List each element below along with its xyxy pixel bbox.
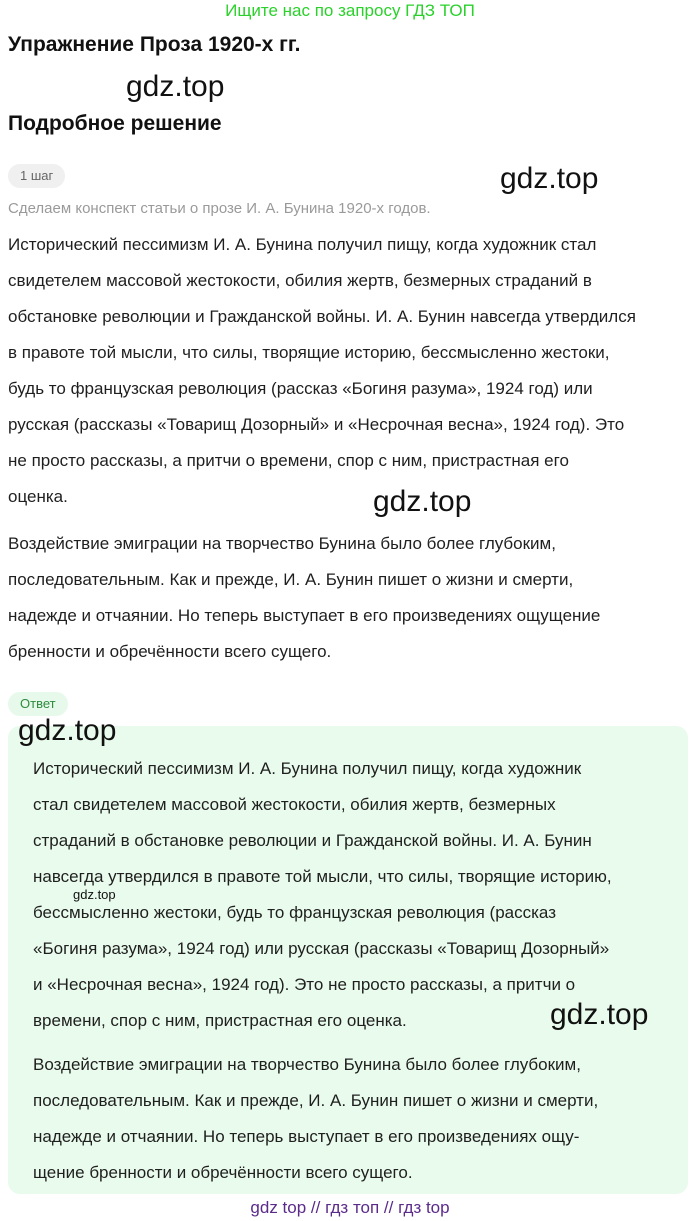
answer-badge: Ответ [8,692,68,716]
text-line: навсегда утвердился в правоте той мысли, что силы, творящие историю, [33,867,612,886]
text-line: страданий в обстановке революции и Гражданской войны. И. А. Бунин [33,831,592,850]
watermark: gdz.top [18,714,117,747]
watermark: gdz.top [73,887,116,902]
text-line: надежде и отчаянии. Но теперь выступает в его произведениях ощу- [33,1127,580,1146]
solution-paragraph-1 [8,227,692,515]
text-line: будь то французская революция (рассказ «Богиня разума», 1924 год) или [8,379,593,398]
text-line: стал свидетелем массовой жестокости, обилия жертв, безмерных [33,795,556,814]
text-line: бренности и обречённости всего сущего. [8,642,332,661]
text-line: Исторический пессимизм И. А. Бунина получил пищу, когда художник [33,759,582,778]
watermark: gdz.top [550,998,649,1031]
text-line: свидетелем массовой жестокости, обилия жертв, безмерных страданий в [8,271,592,290]
answer-paragraph-2 [33,1047,673,1191]
text-line: времени, спор с ним, пристрастная его оценка. [33,1011,407,1030]
text-line: русская (рассказы «Товарищ Дозорный» и «Несрочная весна», 1924 год). Это [8,415,625,434]
text-line: Исторический пессимизм И. А. Бунина получил пищу, когда художник стал [8,235,597,254]
watermark: gdz.top [373,485,472,518]
text-line: последовательным. Как и прежде, И. А. Бунин пишет о жизни и смерти, [8,570,574,589]
page-title: Упражнение Проза 1920-х гг. [8,33,301,56]
text-line: последовательным. Как и прежде, И. А. Бунин пишет о жизни и смерти, [33,1091,599,1110]
section-heading: Подробное решение [8,112,222,135]
text-line: Воздействие эмиграции на творчество Бунина было более глубоким, [8,534,556,553]
solution-paragraph-2 [8,526,692,670]
step-intro: Сделаем конспект статьи о прозе И. А. Бунина 1920-х годов. [8,200,431,217]
step-badge: 1 шаг [8,164,65,188]
footer-links: gdz top // гдз топ // гдз top [250,1198,450,1217]
text-line: надежде и отчаянии. Но теперь выступает в его произведениях ощущение [8,606,601,625]
top-banner: Ищите нас по запросу ГДЗ ТОП [225,1,475,20]
text-line: «Богиня разума», 1924 год) или русская (рассказы «Товарищ Дозорный» [33,939,610,958]
text-line: щение бренности и обречённости всего сущего. [33,1163,413,1182]
text-line: оценка. [8,487,68,506]
answer-paragraph-1 [33,751,673,1039]
text-line: Воздействие эмиграции на творчество Бунина было более глубоким, [33,1055,581,1074]
text-line: в правоте той мысли, что силы, творящие историю, бессмысленно жестоки, [8,343,610,362]
text-line: обстановке революции и Гражданской войны. И. А. Бунин навсегда утвердился [8,307,636,326]
text-line: и «Несрочная весна», 1924 год). Это не просто рассказы, а притчи о [33,975,576,994]
watermark: gdz.top [126,70,225,103]
text-line: бессмысленно жестоки, будь то французская революция (рассказ [33,903,556,922]
watermark: gdz.top [500,162,599,195]
text-line: не просто рассказы, а притчи о времени, спор с ним, пристрастная его [8,451,569,470]
